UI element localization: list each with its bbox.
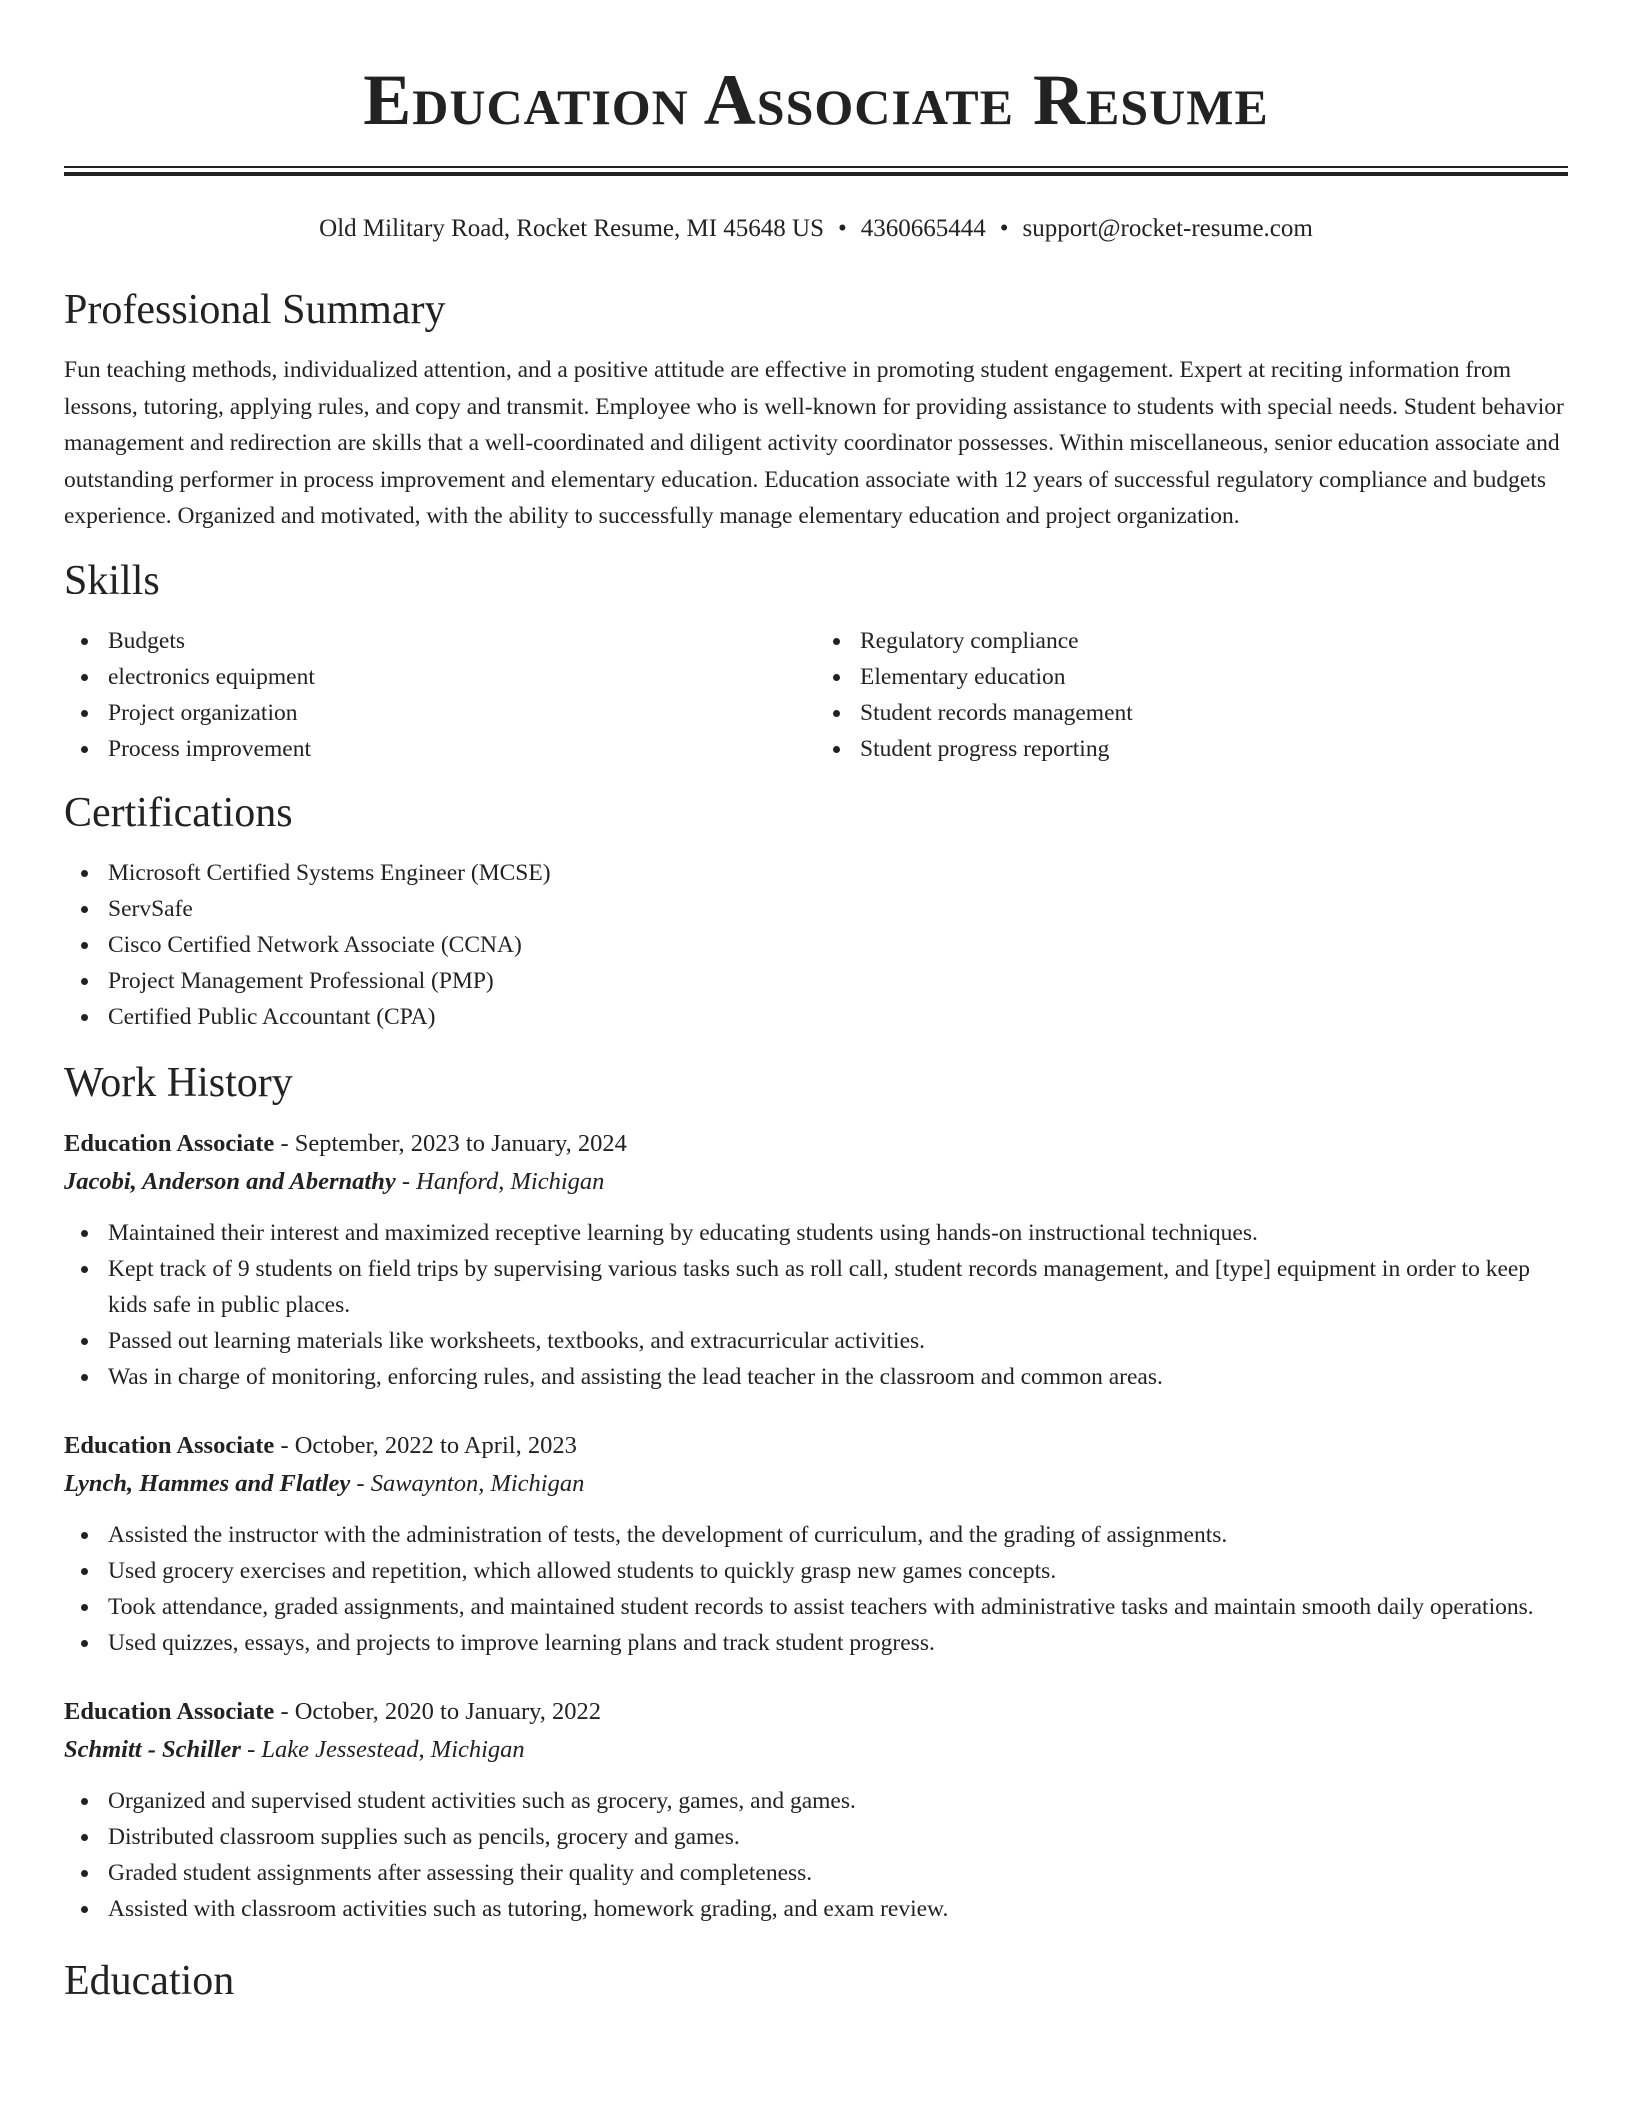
- page-title: Education Associate Resume: [363, 60, 1269, 140]
- skill-item: Student progress reporting: [860, 731, 1568, 767]
- divider-thin-line: [64, 166, 1568, 168]
- job-company-line: [64, 1163, 1568, 1201]
- skills-list: [64, 623, 1568, 767]
- job-bullet: Assisted the instructor with the administration of tests, the development of curriculum, and the grading of assignments.: [108, 1517, 1568, 1553]
- contact-separator: •: [838, 215, 847, 242]
- skill-item: Regulatory compliance: [860, 623, 1568, 659]
- job-bullet: Used grocery exercises and repetition, which allowed students to quickly grasp new games concepts.: [108, 1553, 1568, 1589]
- skills-column-left: [64, 623, 816, 767]
- job-bullets: [64, 1517, 1568, 1661]
- job-title-line: [64, 1427, 1568, 1465]
- certification-item: Cisco Certified Network Associate (CCNA): [108, 927, 1568, 963]
- skills-column-right: [816, 623, 1568, 767]
- contact-phone: 4360665444: [860, 215, 986, 242]
- certification-item: Certified Public Accountant (CPA): [108, 999, 1568, 1035]
- certification-item: ServSafe: [108, 891, 1568, 927]
- certification-item: Project Management Professional (PMP): [108, 963, 1568, 999]
- skill-item: Process improvement: [108, 731, 816, 767]
- contact-separator: •: [999, 215, 1009, 242]
- job-bullet: Kept track of 9 students on field trips by supervising various tasks such as roll call, student records management, and [type] equipment in order to keep kids safe in public places.: [108, 1251, 1568, 1323]
- job-bullet: Assisted with classroom activities such as tutoring, homework grading, and exam review.: [108, 1891, 1568, 1927]
- job-dates: - September, 2023 to January, 2024: [274, 1129, 627, 1157]
- job-location: - Sawaynton, Michigan: [350, 1469, 585, 1497]
- job-title: Education Associate: [64, 1697, 275, 1725]
- job-entry: [64, 1693, 1568, 1927]
- divider-thick-line: [64, 172, 1568, 176]
- contact-email[interactable]: support@rocket-resume.com: [1022, 215, 1313, 242]
- job-bullet: Passed out learning materials like worksheets, textbooks, and extracurricular activities.: [108, 1323, 1568, 1359]
- skill-item: Student records management: [860, 695, 1568, 731]
- job-bullet: Used quizzes, essays, and projects to improve learning plans and track student progress.: [108, 1625, 1568, 1661]
- certifications-list: [64, 855, 1568, 1035]
- job-company: Jacobi, Anderson and Abernathy: [64, 1167, 396, 1195]
- section-heading-work-history: Work History: [64, 1059, 293, 1106]
- job-title-line: [64, 1693, 1568, 1731]
- job-bullet: Graded student assignments after assessing their quality and completeness.: [108, 1855, 1568, 1891]
- job-bullet: Took attendance, graded assignments, and maintained student records to assist teachers with administrative tasks and maintain smooth daily operations.: [108, 1589, 1568, 1625]
- contact-address: Old Military Road, Rocket Resume, MI 45648 US: [319, 215, 824, 242]
- job-title-line: [64, 1125, 1568, 1163]
- skill-item: Budgets: [108, 623, 816, 659]
- job-bullet: Distributed classroom supplies such as pencils, grocery and games.: [108, 1819, 1568, 1855]
- job-bullet: Maintained their interest and maximized receptive learning by educating students using hands-on instructional techniques.: [108, 1215, 1568, 1251]
- job-entry: [64, 1125, 1568, 1395]
- contact-line: [64, 213, 1568, 245]
- certification-item: Microsoft Certified Systems Engineer (MCSE): [108, 855, 1568, 891]
- job-bullet: Organized and supervised student activities such as grocery, games, and games.: [108, 1783, 1568, 1819]
- section-heading-education: Education: [64, 1957, 235, 2004]
- resume-page: [64, 0, 1568, 2007]
- job-location: - Lake Jessestead, Michigan: [240, 1735, 525, 1763]
- job-bullets: [64, 1783, 1568, 1927]
- section-heading-summary: Professional Summary: [64, 287, 446, 333]
- section-heading-skills: Skills: [64, 557, 160, 604]
- title-divider: [64, 166, 1568, 178]
- job-company: Lynch, Hammes and Flatley: [64, 1469, 351, 1497]
- job-company: Schmitt - Schiller: [64, 1735, 241, 1763]
- job-dates: - October, 2022 to April, 2023: [274, 1431, 577, 1459]
- job-dates: - October, 2020 to January, 2022: [274, 1697, 602, 1725]
- summary-text: Fun teaching methods, individualized attention, and a positive attitude are effective in promoting student engagement. Expert at reciting information from lessons, tutoring, applying rules, and copy and transmit. Employee who is well-known for providing assistance to students with special needs. Student behavior management and redirection are skills that a well-coordinated and diligent activity coordinator possesses. Within miscellaneous, senior education associate and outstanding performer in process improvement and elementary education. Education associate with 12 years of successful regulatory compliance and budgets experience. Organized and motivated, with the ability to successfully manage elementary education and project organization.: [64, 357, 1564, 529]
- skill-item: Elementary education: [860, 659, 1568, 695]
- skill-item: electronics equipment: [108, 659, 816, 695]
- job-title: Education Associate: [64, 1431, 275, 1459]
- section-heading-certifications: Certifications: [64, 789, 293, 836]
- job-location: - Hanford, Michigan: [395, 1167, 605, 1195]
- job-entry: [64, 1427, 1568, 1661]
- job-title: Education Associate: [64, 1129, 275, 1157]
- job-company-line: [64, 1465, 1568, 1503]
- job-company-line: [64, 1731, 1568, 1769]
- job-bullets: [64, 1215, 1568, 1395]
- job-bullet: Was in charge of monitoring, enforcing rules, and assisting the lead teacher in the classroom and common areas.: [108, 1359, 1568, 1395]
- skill-item: Project organization: [108, 695, 816, 731]
